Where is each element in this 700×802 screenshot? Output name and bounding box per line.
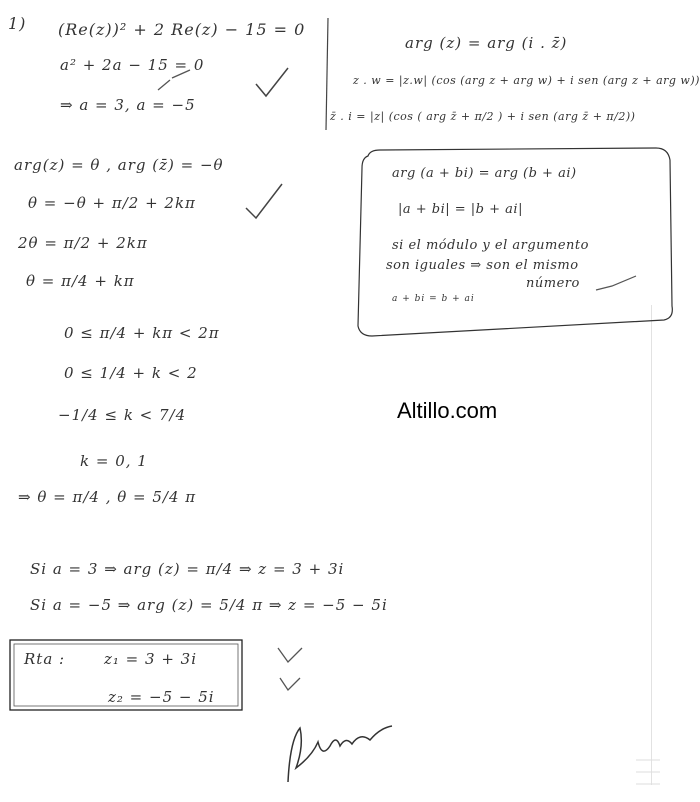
box-line-3: si el módulo y el argumento bbox=[392, 238, 589, 253]
inequality-3: −1/4 ≤ k < 7/4 bbox=[58, 406, 187, 424]
note-box bbox=[358, 148, 672, 336]
answer-z1: z₁ = 3 + 3i bbox=[104, 650, 198, 668]
equation-line-1: (Re(z))² + 2 Re(z) − 15 = 0 bbox=[58, 20, 306, 39]
answer-z2: z₂ = −5 − 5i bbox=[108, 688, 215, 706]
separator-line bbox=[326, 18, 328, 130]
case-a-minus-5: Si a = −5 ⇒ arg (z) = 5/4 π ⇒ z = −5 − 5i bbox=[30, 596, 388, 614]
watermark: Altillo.com bbox=[397, 398, 498, 423]
box-line-1: arg (a + bi) = arg (b + ai) bbox=[392, 166, 577, 181]
signature-icon bbox=[288, 726, 392, 782]
check-mark-icon bbox=[596, 276, 636, 290]
inequality-2: 0 ≤ 1/4 + k < 2 bbox=[64, 364, 198, 382]
answer-box bbox=[10, 640, 242, 710]
theta-results: ⇒ θ = π/4 , θ = 5/4 π bbox=[18, 488, 197, 506]
check-mark-icon bbox=[256, 68, 288, 96]
check-mark-icon bbox=[158, 70, 190, 90]
inequality-1: 0 ≤ π/4 + kπ < 2π bbox=[64, 324, 220, 342]
arg-equality: arg (z) = arg (i . z̄) bbox=[405, 34, 568, 52]
check-mark-icon bbox=[246, 184, 282, 218]
conjugate-formula: z̄ . i = |z| (cos ( arg z̄ + π/2 ) + i sen (arg z̄ + π/2)) bbox=[330, 110, 636, 123]
theta-equation-2: 2θ = π/2 + 2kπ bbox=[18, 234, 148, 252]
equation-line-3: ⇒ a = 3, a = −5 bbox=[60, 96, 196, 114]
check-mark-icon bbox=[278, 648, 302, 662]
box-line-2: |a + bi| = |b + ai| bbox=[398, 202, 523, 217]
check-mark-icon bbox=[280, 678, 300, 690]
case-a-3: Si a = 3 ⇒ arg (z) = π/4 ⇒ z = 3 + 3i bbox=[30, 560, 345, 578]
theta-definition: arg(z) = θ , arg (z̄) = −θ bbox=[14, 156, 224, 174]
problem-number: 1) bbox=[8, 14, 27, 33]
box-line-5: número bbox=[526, 276, 580, 291]
theta-equation-3: θ = π/4 + kπ bbox=[26, 272, 135, 290]
box-line-6: a + bi = b + ai bbox=[392, 294, 475, 304]
product-formula: z . w = |z.w| (cos (arg z + arg w) + i sen (arg z + arg w)) bbox=[353, 74, 700, 87]
theta-equation-1: θ = −θ + π/2 + 2kπ bbox=[28, 194, 196, 212]
answer-label: Rta : bbox=[24, 650, 66, 668]
equation-line-2: a² + 2a − 15 = 0 bbox=[60, 56, 205, 74]
box-line-4: son iguales ⇒ son el mismo bbox=[386, 258, 579, 273]
k-values: k = 0, 1 bbox=[80, 452, 148, 470]
